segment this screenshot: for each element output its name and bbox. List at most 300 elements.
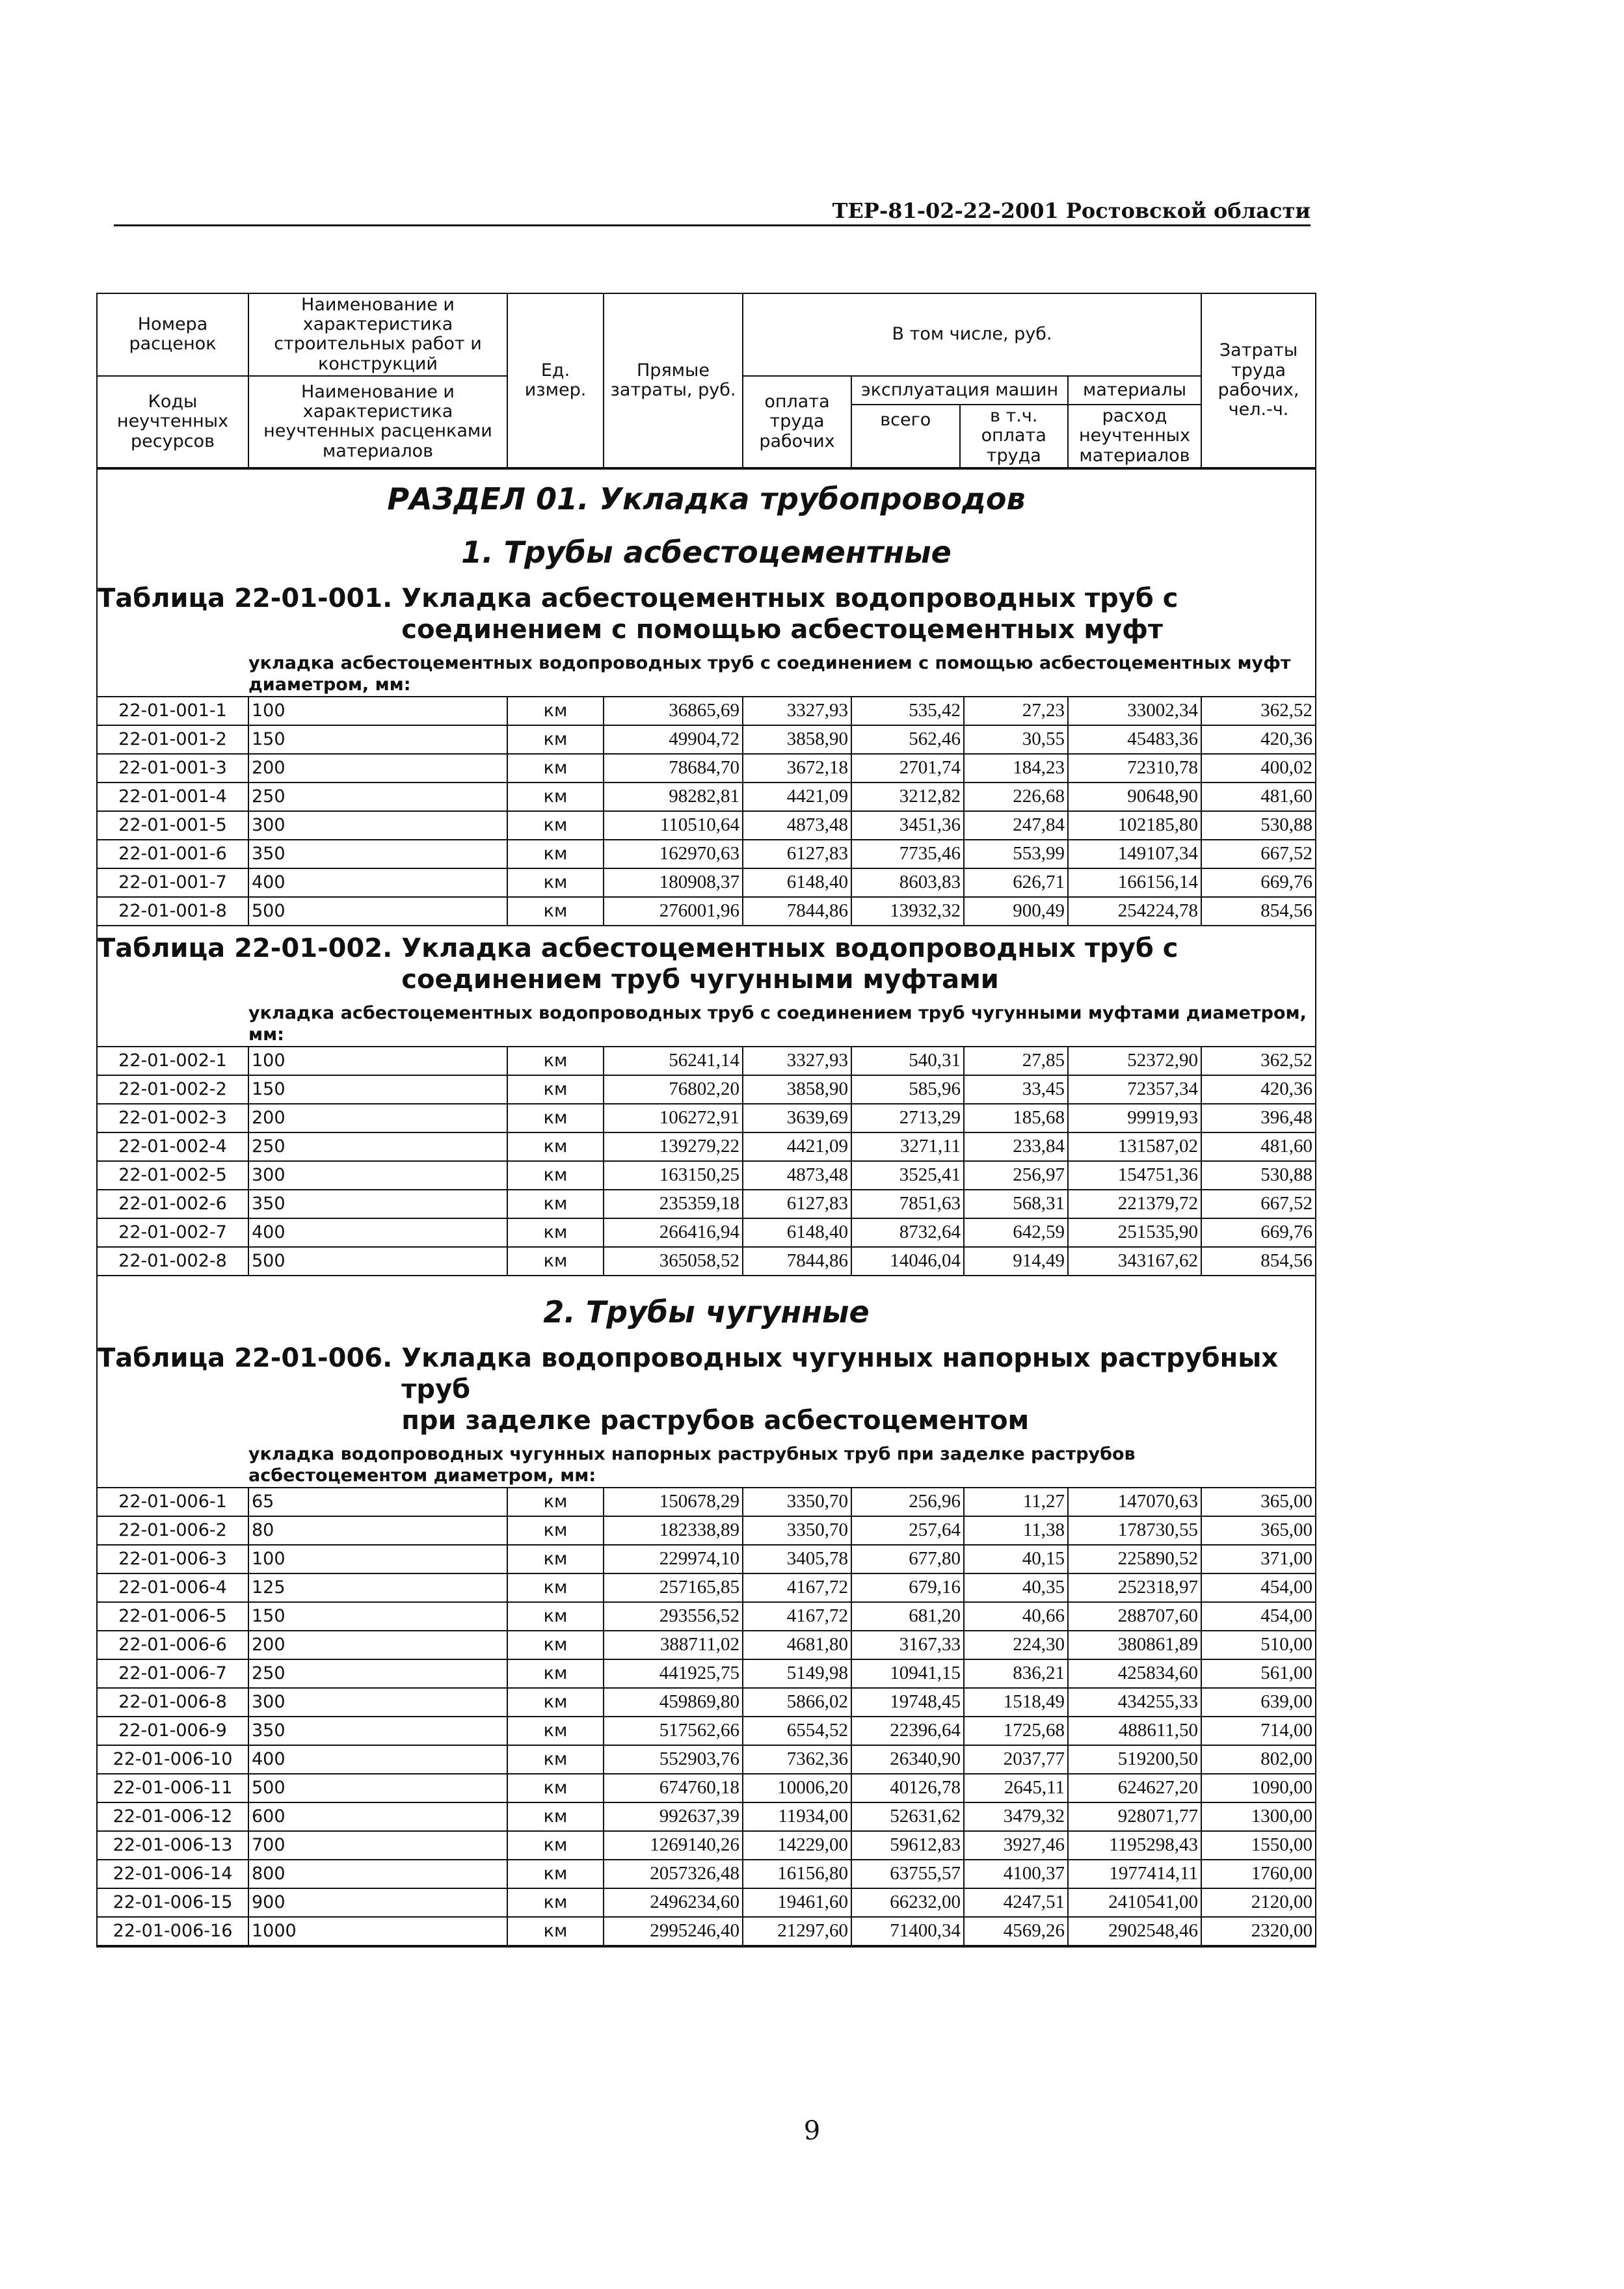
direct-costs-cell: 76802,20 [604, 1075, 743, 1104]
table-row [98, 1047, 1315, 1075]
wages-cell: 4167,72 [743, 1573, 851, 1602]
machines-wages-cell: 184,23 [964, 754, 1068, 783]
rate-code-cell: 22-01-006-4 [98, 1573, 248, 1602]
labor-cell: 1090,00 [1201, 1774, 1315, 1802]
machines-total-cell: 3271,11 [851, 1132, 964, 1161]
rate-code-cell: 22-01-002-1 [98, 1047, 248, 1075]
unit-cell: км [507, 1075, 604, 1104]
table-row [98, 1190, 1315, 1218]
header-direct-costs: Прямые затраты, руб. [604, 294, 743, 468]
table-title-rest: соединением с помощью асбестоцементных муфт [401, 614, 1164, 645]
wages-cell: 6127,83 [743, 1190, 851, 1218]
unit-cell: км [507, 1602, 604, 1631]
table-row [98, 1516, 1315, 1545]
rate-code-cell: 22-01-001-1 [98, 697, 248, 725]
diameter-cell: 400 [248, 1745, 507, 1774]
machines-total-cell: 540,31 [851, 1047, 964, 1075]
machines-wages-cell: 836,21 [964, 1659, 1068, 1688]
wages-cell: 6148,40 [743, 868, 851, 897]
direct-costs-cell: 388711,02 [604, 1631, 743, 1659]
header-name-top: Наименование и характеристика строительных работ и конструкций [248, 294, 507, 376]
header-materials-group [1068, 376, 1201, 468]
table-caption [98, 1343, 1315, 1436]
table-row [98, 1573, 1315, 1602]
unit-cell: км [507, 1545, 604, 1573]
machines-total-cell: 681,20 [851, 1602, 964, 1631]
direct-costs-cell: 293556,52 [604, 1602, 743, 1631]
header-machines-total: всего [852, 405, 961, 467]
column-header [98, 294, 1315, 468]
diameter-cell: 150 [248, 725, 507, 754]
wages-cell: 4421,09 [743, 783, 851, 811]
machines-wages-cell: 2037,77 [964, 1745, 1068, 1774]
wages-cell: 19461,60 [743, 1888, 851, 1917]
direct-costs-cell: 517562,66 [604, 1717, 743, 1745]
machines-total-cell: 3525,41 [851, 1161, 964, 1190]
materials-cell: 1195298,43 [1068, 1831, 1201, 1860]
wages-cell: 3350,70 [743, 1516, 851, 1545]
diameter-cell: 700 [248, 1831, 507, 1860]
machines-total-cell: 8732,64 [851, 1218, 964, 1247]
labor-cell: 854,56 [1201, 1247, 1315, 1276]
table-body [98, 468, 1315, 1946]
labor-cell: 362,52 [1201, 1047, 1315, 1075]
rate-code-cell: 22-01-006-5 [98, 1602, 248, 1631]
table-row [98, 897, 1315, 926]
diameter-cell: 800 [248, 1860, 507, 1888]
wages-cell: 3350,70 [743, 1488, 851, 1516]
rate-code-cell: 22-01-001-4 [98, 783, 248, 811]
diameter-cell: 250 [248, 1132, 507, 1161]
unit-cell: км [507, 1717, 604, 1745]
table-title-lead: Укладка водопроводных чугунных напорных раструбных труб [401, 1343, 1279, 1404]
table-row [98, 1132, 1315, 1161]
rates-data-table [98, 1487, 1315, 1946]
table-row [98, 1218, 1315, 1247]
labor-cell: 362,52 [1201, 697, 1315, 725]
table-description: укладка водопроводных чугунных напорных раструбных труб при заделке раструбов асбестоцементом диаметром, мм: [248, 1443, 1136, 1486]
direct-costs-cell: 110510,64 [604, 811, 743, 840]
diameter-cell: 400 [248, 1218, 507, 1247]
unit-cell: км [507, 1218, 604, 1247]
machines-total-cell: 10941,15 [851, 1659, 964, 1688]
materials-cell: 147070,63 [1068, 1488, 1201, 1516]
wages-cell: 5866,02 [743, 1688, 851, 1717]
unit-cell: км [507, 1190, 604, 1218]
table-row [98, 1774, 1315, 1802]
wages-cell: 3858,90 [743, 725, 851, 754]
table-row [98, 1631, 1315, 1659]
rate-code-cell: 22-01-006-13 [98, 1831, 248, 1860]
direct-costs-cell: 674760,18 [604, 1774, 743, 1802]
table-row [98, 1745, 1315, 1774]
diameter-cell: 350 [248, 840, 507, 868]
labor-cell: 1760,00 [1201, 1860, 1315, 1888]
machines-wages-cell: 40,66 [964, 1602, 1068, 1631]
materials-cell: 288707,60 [1068, 1602, 1201, 1631]
rate-code-cell: 22-01-001-6 [98, 840, 248, 868]
machines-wages-cell: 33,45 [964, 1075, 1068, 1104]
rates-data-table [98, 696, 1315, 926]
direct-costs-cell: 56241,14 [604, 1047, 743, 1075]
wages-cell: 21297,60 [743, 1917, 851, 1946]
materials-cell: 2410541,00 [1068, 1888, 1201, 1917]
unit-cell: км [507, 1917, 604, 1946]
machines-total-cell: 71400,34 [851, 1917, 964, 1946]
wages-cell: 7844,86 [743, 897, 851, 926]
direct-costs-cell: 276001,96 [604, 897, 743, 926]
unit-cell: км [507, 697, 604, 725]
unit-cell: км [507, 754, 604, 783]
header-labor: Затраты труда рабочих, чел.-ч. [1201, 294, 1315, 468]
unit-cell: км [507, 1132, 604, 1161]
materials-cell: 1977414,11 [1068, 1860, 1201, 1888]
machines-total-cell: 562,46 [851, 725, 964, 754]
materials-cell: 52372,90 [1068, 1047, 1201, 1075]
rates-table [96, 293, 1316, 1948]
rate-code-cell: 22-01-002-7 [98, 1218, 248, 1247]
machines-wages-cell: 233,84 [964, 1132, 1068, 1161]
unit-cell: км [507, 1161, 604, 1190]
machines-wages-cell: 1725,68 [964, 1717, 1068, 1745]
materials-cell: 102185,80 [1068, 811, 1201, 840]
unit-cell: км [507, 1631, 604, 1659]
direct-costs-cell: 552903,76 [604, 1745, 743, 1774]
machines-total-cell: 3212,82 [851, 783, 964, 811]
materials-cell: 380861,89 [1068, 1631, 1201, 1659]
unit-cell: км [507, 868, 604, 897]
materials-cell: 154751,36 [1068, 1161, 1201, 1190]
labor-cell: 854,56 [1201, 897, 1315, 926]
table-row [98, 725, 1315, 754]
machines-wages-cell: 3927,46 [964, 1831, 1068, 1860]
labor-cell: 667,52 [1201, 840, 1315, 868]
machines-wages-cell: 11,27 [964, 1488, 1068, 1516]
unit-cell: км [507, 1104, 604, 1132]
wages-cell: 3639,69 [743, 1104, 851, 1132]
rate-code-cell: 22-01-006-8 [98, 1688, 248, 1717]
unit-cell: км [507, 1745, 604, 1774]
machines-total-cell: 3451,36 [851, 811, 964, 840]
wages-cell: 14229,00 [743, 1831, 851, 1860]
machines-total-cell: 40126,78 [851, 1774, 964, 1802]
materials-cell: 519200,50 [1068, 1745, 1201, 1774]
machines-wages-cell: 185,68 [964, 1104, 1068, 1132]
table-row [98, 783, 1315, 811]
labor-cell: 400,02 [1201, 754, 1315, 783]
table-title [401, 583, 1315, 645]
wages-cell: 5149,98 [743, 1659, 851, 1688]
wages-cell: 3672,18 [743, 754, 851, 783]
materials-cell: 33002,34 [1068, 697, 1201, 725]
machines-wages-cell: 30,55 [964, 725, 1068, 754]
materials-cell: 434255,33 [1068, 1688, 1201, 1717]
rate-code-cell: 22-01-002-5 [98, 1161, 248, 1190]
table-row [98, 1831, 1315, 1860]
table-row [98, 1104, 1315, 1132]
rate-code-cell: 22-01-002-4 [98, 1132, 248, 1161]
materials-cell: 225890,52 [1068, 1545, 1201, 1573]
wages-cell: 3858,90 [743, 1075, 851, 1104]
machines-total-cell: 585,96 [851, 1075, 964, 1104]
wages-cell: 4167,72 [743, 1602, 851, 1631]
labor-cell: 561,00 [1201, 1659, 1315, 1688]
machines-total-cell: 52631,62 [851, 1802, 964, 1831]
subsection-title: 1. Трубы асбестоцементные [461, 534, 952, 570]
header-machines-group [851, 376, 1068, 468]
machines-total-cell: 679,16 [851, 1573, 964, 1602]
machines-wages-cell: 553,99 [964, 840, 1068, 868]
labor-cell: 669,76 [1201, 868, 1315, 897]
machines-wages-cell: 4247,51 [964, 1888, 1068, 1917]
diameter-cell: 250 [248, 783, 507, 811]
rate-code-cell: 22-01-001-3 [98, 754, 248, 783]
machines-total-cell: 7851,63 [851, 1190, 964, 1218]
table-caption [98, 933, 1315, 995]
labor-cell: 454,00 [1201, 1602, 1315, 1631]
machines-wages-cell: 4100,37 [964, 1860, 1068, 1888]
unit-cell: км [507, 1516, 604, 1545]
unit-cell: км [507, 1047, 604, 1075]
unit-cell: км [507, 840, 604, 868]
wages-cell: 3327,93 [743, 697, 851, 725]
header-name-bottom: Наименование и характеристика неучтенных расценками материалов [248, 376, 507, 468]
header-including: В том числе, руб. [743, 294, 1201, 376]
direct-costs-cell: 98282,81 [604, 783, 743, 811]
table-row [98, 1917, 1315, 1946]
labor-cell: 2320,00 [1201, 1917, 1315, 1946]
materials-cell: 178730,55 [1068, 1516, 1201, 1545]
table-row [98, 868, 1315, 897]
wages-cell: 6554,52 [743, 1717, 851, 1745]
machines-wages-cell: 27,23 [964, 697, 1068, 725]
labor-cell: 371,00 [1201, 1545, 1315, 1573]
materials-cell: 72357,34 [1068, 1075, 1201, 1104]
machines-wages-cell: 40,35 [964, 1573, 1068, 1602]
machines-total-cell: 63755,57 [851, 1860, 964, 1888]
table-row [98, 1545, 1315, 1573]
machines-wages-cell: 626,71 [964, 868, 1068, 897]
unit-cell: км [507, 1573, 604, 1602]
rate-code-cell: 22-01-001-7 [98, 868, 248, 897]
materials-cell: 90648,90 [1068, 783, 1201, 811]
rate-code-cell: 22-01-002-2 [98, 1075, 248, 1104]
labor-cell: 420,36 [1201, 1075, 1315, 1104]
machines-total-cell: 3167,33 [851, 1631, 964, 1659]
rate-code-cell: 22-01-006-1 [98, 1488, 248, 1516]
machines-total-cell: 19748,45 [851, 1688, 964, 1717]
materials-cell: 251535,90 [1068, 1218, 1201, 1247]
wages-cell: 4421,09 [743, 1132, 851, 1161]
machines-wages-cell: 4569,26 [964, 1917, 1068, 1946]
direct-costs-cell: 182338,89 [604, 1516, 743, 1545]
wages-cell: 4873,48 [743, 1161, 851, 1190]
labor-cell: 667,52 [1201, 1190, 1315, 1218]
diameter-cell: 100 [248, 1545, 507, 1573]
labor-cell: 481,60 [1201, 1132, 1315, 1161]
diameter-cell: 300 [248, 811, 507, 840]
header-materials: материалы [1069, 377, 1201, 405]
header-code-bottom: Коды неучтенных ресурсов [98, 376, 248, 468]
header-machines-sub [852, 405, 1067, 467]
direct-costs-cell: 163150,25 [604, 1161, 743, 1190]
rate-code-cell: 22-01-002-8 [98, 1247, 248, 1276]
machines-total-cell: 13932,32 [851, 897, 964, 926]
rate-code-cell: 22-01-006-6 [98, 1631, 248, 1659]
machines-wages-cell: 11,38 [964, 1516, 1068, 1545]
direct-costs-cell: 36865,69 [604, 697, 743, 725]
rate-code-cell: 22-01-006-9 [98, 1717, 248, 1745]
diameter-cell: 400 [248, 868, 507, 897]
direct-costs-cell: 441925,75 [604, 1659, 743, 1688]
direct-costs-cell: 2496234,60 [604, 1888, 743, 1917]
table-row [98, 1247, 1315, 1276]
wages-cell: 3405,78 [743, 1545, 851, 1573]
header-materials-sub: расход неучтенных материалов [1078, 406, 1191, 466]
table-title [401, 933, 1315, 995]
header-unit: Ед. измер. [507, 294, 604, 468]
table-title-rest: соединением труб чугунными муфтами [401, 964, 999, 995]
wages-cell: 6148,40 [743, 1218, 851, 1247]
rate-code-cell: 22-01-006-12 [98, 1802, 248, 1831]
unit-cell: км [507, 1802, 604, 1831]
diameter-cell: 900 [248, 1888, 507, 1917]
diameter-cell: 350 [248, 1717, 507, 1745]
wages-cell: 4681,80 [743, 1631, 851, 1659]
diameter-cell: 200 [248, 754, 507, 783]
table-row [98, 1161, 1315, 1190]
materials-cell: 488611,50 [1068, 1717, 1201, 1745]
machines-wages-cell: 27,85 [964, 1047, 1068, 1075]
direct-costs-cell: 2057326,48 [604, 1860, 743, 1888]
machines-total-cell: 8603,83 [851, 868, 964, 897]
machines-total-cell: 257,64 [851, 1516, 964, 1545]
wages-cell: 4873,48 [743, 811, 851, 840]
table-row [98, 1075, 1315, 1104]
labor-cell: 2120,00 [1201, 1888, 1315, 1917]
labor-cell: 365,00 [1201, 1488, 1315, 1516]
materials-cell: 2902548,46 [1068, 1917, 1201, 1946]
direct-costs-cell: 162970,63 [604, 840, 743, 868]
labor-cell: 396,48 [1201, 1104, 1315, 1132]
unit-cell: км [507, 1831, 604, 1860]
unit-cell: км [507, 1659, 604, 1688]
unit-cell: км [507, 725, 604, 754]
rate-code-cell: 22-01-002-6 [98, 1190, 248, 1218]
unit-cell: км [507, 1888, 604, 1917]
table-title-lead: Укладка асбестоцементных водопроводных труб с [401, 583, 1178, 613]
page-number: 9 [803, 2116, 821, 2146]
table-row [98, 840, 1315, 868]
labor-cell: 530,88 [1201, 811, 1315, 840]
labor-cell: 510,00 [1201, 1631, 1315, 1659]
machines-total-cell: 14046,04 [851, 1247, 964, 1276]
rate-code-cell: 22-01-006-3 [98, 1545, 248, 1573]
table-number: Таблица 22-01-006. [98, 1343, 402, 1373]
unit-cell: км [507, 811, 604, 840]
materials-cell: 166156,14 [1068, 868, 1201, 897]
labor-cell: 714,00 [1201, 1717, 1315, 1745]
table-row [98, 1488, 1315, 1516]
materials-cell: 221379,72 [1068, 1190, 1201, 1218]
unit-cell: км [507, 1774, 604, 1802]
rate-code-cell: 22-01-006-11 [98, 1774, 248, 1802]
machines-total-cell: 677,80 [851, 1545, 964, 1573]
table-caption [98, 583, 1315, 645]
rate-code-cell: 22-01-002-3 [98, 1104, 248, 1132]
materials-cell: 252318,97 [1068, 1573, 1201, 1602]
table-number: Таблица 22-01-001. [98, 583, 402, 613]
diameter-cell: 1000 [248, 1917, 507, 1946]
wages-cell: 7362,36 [743, 1745, 851, 1774]
materials-cell: 131587,02 [1068, 1132, 1201, 1161]
diameter-cell: 100 [248, 1047, 507, 1075]
rate-code-cell: 22-01-006-2 [98, 1516, 248, 1545]
diameter-cell: 125 [248, 1573, 507, 1602]
diameter-cell: 600 [248, 1802, 507, 1831]
direct-costs-cell: 229974,10 [604, 1545, 743, 1573]
rate-code-cell: 22-01-001-8 [98, 897, 248, 926]
unit-cell: км [507, 783, 604, 811]
machines-wages-cell: 40,15 [964, 1545, 1068, 1573]
machines-total-cell: 256,96 [851, 1488, 964, 1516]
diameter-cell: 65 [248, 1488, 507, 1516]
machines-wages-cell: 224,30 [964, 1631, 1068, 1659]
rate-code-cell: 22-01-006-7 [98, 1659, 248, 1688]
direct-costs-cell: 1269140,26 [604, 1831, 743, 1860]
machines-wages-cell: 226,68 [964, 783, 1068, 811]
diameter-cell: 300 [248, 1688, 507, 1717]
direct-costs-cell: 49904,72 [604, 725, 743, 754]
direct-costs-cell: 459869,80 [604, 1688, 743, 1717]
wages-cell: 3327,93 [743, 1047, 851, 1075]
diameter-cell: 200 [248, 1631, 507, 1659]
unit-cell: км [507, 1488, 604, 1516]
table-row [98, 1717, 1315, 1745]
machines-wages-cell: 900,49 [964, 897, 1068, 926]
direct-costs-cell: 992637,39 [604, 1802, 743, 1831]
table-row [98, 1888, 1315, 1917]
table-row [98, 697, 1315, 725]
table-row [98, 1602, 1315, 1631]
diameter-cell: 500 [248, 1247, 507, 1276]
direct-costs-cell: 2995246,40 [604, 1917, 743, 1946]
labor-cell: 454,00 [1201, 1573, 1315, 1602]
machines-total-cell: 66232,00 [851, 1888, 964, 1917]
table-description: укладка асбестоцементных водопроводных труб с соединением труб чугунными муфтами диаметром, мм: [248, 1002, 1307, 1045]
diameter-cell: 500 [248, 897, 507, 926]
direct-costs-cell: 150678,29 [604, 1488, 743, 1516]
machines-total-cell: 535,42 [851, 697, 964, 725]
direct-costs-cell: 139279,22 [604, 1132, 743, 1161]
machines-wages-cell: 642,59 [964, 1218, 1068, 1247]
materials-cell: 254224,78 [1068, 897, 1201, 926]
materials-cell: 72310,78 [1068, 754, 1201, 783]
diameter-cell: 150 [248, 1602, 507, 1631]
materials-cell: 624627,20 [1068, 1774, 1201, 1802]
diameter-cell: 150 [248, 1075, 507, 1104]
machines-total-cell: 2713,29 [851, 1104, 964, 1132]
machines-total-cell: 2701,74 [851, 754, 964, 783]
labor-cell: 365,00 [1201, 1516, 1315, 1545]
table-title-lead: Укладка асбестоцементных водопроводных труб с [401, 933, 1178, 963]
rate-code-cell: 22-01-006-15 [98, 1888, 248, 1917]
diameter-cell: 200 [248, 1104, 507, 1132]
materials-cell: 149107,34 [1068, 840, 1201, 868]
direct-costs-cell: 78684,70 [604, 754, 743, 783]
machines-total-cell: 22396,64 [851, 1717, 964, 1745]
subsection-title: 2. Трубы чугунные [543, 1294, 870, 1330]
